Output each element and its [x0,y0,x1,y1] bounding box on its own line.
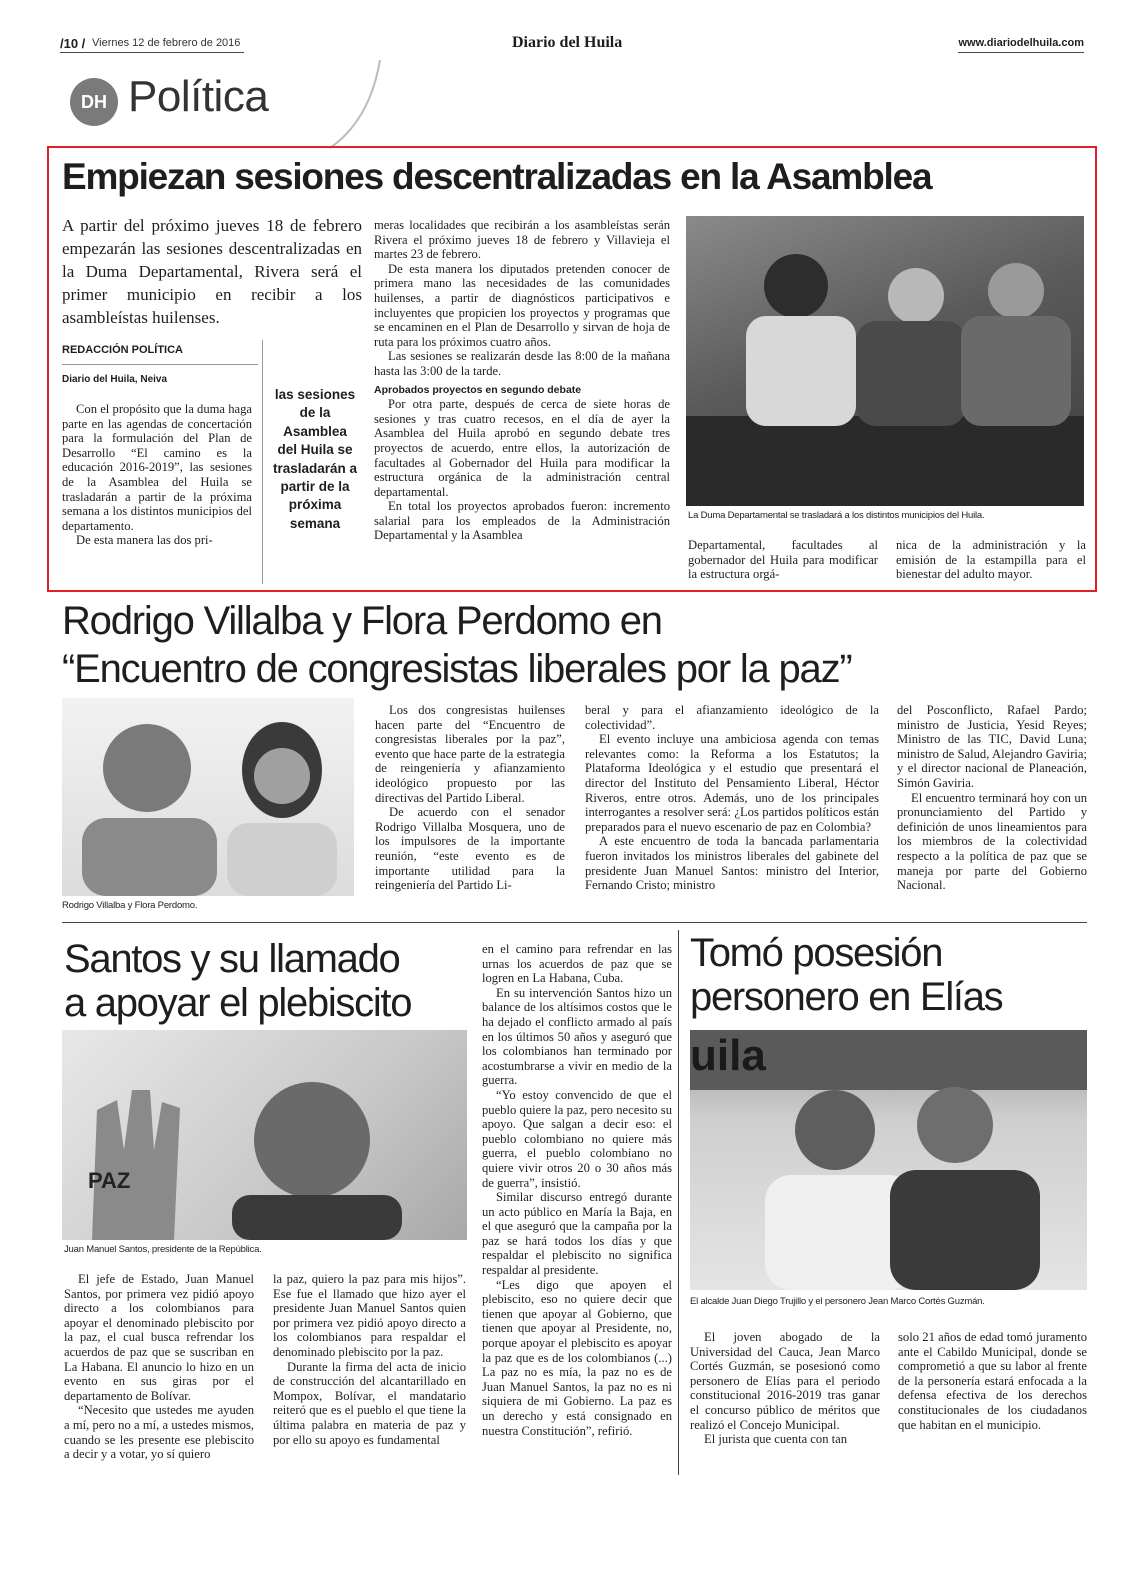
article1-subhead: Aprobados proyectos en segundo debate [374,383,582,396]
paragraph: Las sesiones se realizarán desde las 8:00 de la mañana hasta las 3:00 de la tarde. [374,349,670,378]
paragraph: Con el propósito que la duma haga parte en las agendas de concertación para la formulación del Plan de Desarrollo “El camino es la educación 2016-2019”, las sesiones de la Asamblea del Huila se trasladarán a partir de la próxima semana a los distintos municipios del departamento. [62,402,252,533]
article1-column-1 [62,402,252,584]
people-silhouette-icon [686,216,1084,506]
santos-portrait-icon [62,1030,467,1240]
website: www.diariodelhuila.com [958,37,1084,49]
article3-column-2 [273,1272,466,1472]
uila-sign-label: uila [690,1031,766,1080]
article4-column-1 [690,1330,880,1470]
paragraph: la paz, quiero la paz para mis hijos”. Ese fue el llamado que hizo ayer el presidente Juan Manuel Santos quien por primera vez pidió apoyo directo a los colombianos para respaldar el denominado plebiscito por la paz. [273,1272,466,1359]
article2-photo-caption: Rodrigo Villalba y Flora Perdomo. [62,900,198,911]
article1-byline-rule [62,364,258,365]
section-swoosh [320,60,390,150]
article1-column-5 [896,538,1086,584]
paragraph: En total los proyectos aprobados fueron: incremento salarial para los empleados de la Administración Departamental y la Asamblea [374,499,670,543]
article1-column-3 [374,218,670,584]
paragraph: El encuentro terminará hoy con un pronunciamiento del Partido y definición de unos lineamientos para los miembros de la colectividad respecto a la política de paz que se maneja por parte del Gobierno Nacional. [897,790,1087,893]
article1-photo-caption: La Duma Departamental se trasladará a los distintos municipios del Huila. [688,510,985,521]
paragraph: El jefe de Estado, Juan Manuel Santos, por primera vez pidió apoyo directo a los colombianos para apoyar el denominado plebiscito por la paz, el cual busca refrendar los acuerdos de paz que se suscriban en La Habana. El anuncio lo hizo en un evento en sus giras por el departamento de Bolívar. [64,1272,254,1403]
paragraph: Por otra parte, después de cerca de siete horas de sesiones y tras cuatro recesos, en el día de ayer la Asamblea del Huila aprobó en segundo debate tres proyectos de acuerdo, entre ellos, la autorización de facultades al Gobernador del Huila para modificar la estructura orgánica de la administración central departamental. [374,397,670,499]
pullquote-rule [262,340,263,584]
article-divider [62,922,1087,923]
article2-headline-line2: “Encuentro de congresistas liberales por la paz” [62,647,852,691]
article3-column-3 [482,942,672,1472]
article3-photo-caption: Juan Manuel Santos, presidente de la República. [64,1244,262,1255]
article1-location: Diario del Huila, Neiva [62,374,168,385]
paragraph: beral y para el afianzamiento ideológico de la colectividad”. [585,703,879,732]
personero-photo [690,1030,1087,1290]
paragraph: De esta manera las dos pri- [76,533,213,548]
paragraph: Similar discurso entregó durante un acto público en María la Baja, en el que aseguró que la campaña por la paz se hará todos los días y que respaldar el plebiscito no significa respaldar al presidente. [482,1190,672,1278]
portrait-pair-icon [62,698,354,896]
article2-column-1 [375,703,565,913]
paragraph: meras localidades que recibirán a los asambleístas serán Rivera el próximo jueves 18 de febrero y Villavieja el martes 23 de febrero. [374,218,670,262]
masthead-rule [60,52,244,53]
paragraph: en el camino para refrendar en las urnas los acuerdos de paz que se logren en La Habana, Cuba. [482,942,672,986]
masthead-rule-right [958,52,1084,53]
paragraph: En su intervención Santos hizo un balance de los altísimos costos que le ha dejado el conflicto armado al país en los últimos 50 años y aseguró que los colombianos han terminado por acostumbrarse a vivir en medio de la guerra. [482,985,672,1088]
paragraph: El joven abogado de la Universidad del Cauca, Jean Marco Cortés Guzmán, se posesionó como personero de Elías para el periodo constitucional 2016-2019 tras ganar el concurso público de méritos que realizó el Concejo Municipal. [690,1330,880,1432]
paragraph: “Les digo que apoyen el plebiscito, eso no quiere decir que tienen que apoyar al Gobierno, que tienen que apoyar al Presidente, no, porque apoyar el plebiscito es apoyar la paz que es de los colombianos (...) La paz no es mía, la paz no es de Juan Manuel Santos, la paz no es ni siquiera de mi Gobierno. La paz es un derecho y está consignado en nuestra Constitución”, refirió. [482,1277,672,1438]
masthead [60,34,1084,54]
article2-column-2 [585,703,879,913]
paragraph: Durante la firma del acta de inicio de construcción del alcantarillado en Mompox, Bolívar, el mandatario reiteró que es el pueblo el que tiene la última palabra en materia de paz y por ello su apoyo es fundamental [273,1359,466,1447]
article3-column-1 [64,1272,254,1472]
article1-column-4 [688,538,878,584]
paragraph: solo 21 años de edad tomó juramento ante el Cabildo Municipal, donde se comprometió a que su labor al frente de la personería estará enfocada a la defensa efectiva de los derechos constitucionales de los ciudadanos que habitan en el municipio. [898,1330,1087,1432]
paragraph: De esta manera los diputados pretenden conocer de primera mano las necesidades de las comunidades huilenses, a partir de diagnósticos participativos e incluyentes que propicien los proyectos y programas que se encaminen en el Plan de Desarrollo y sirvan de hoja de ruta para los próximos cuatro años. [374,261,670,349]
paper-name: Diario del Huila [512,34,623,51]
paragraph: “Yo estoy convencido de que el pueblo quiere la paz, pero necesito su apoyo. Que salgan a decir eso: el pueblo colombiano no quiere más guerra, el pueblo colombiano no quiere vivir otros 20 o 30 años más de guerra”, insistió. [482,1087,672,1190]
section-title: Política [128,72,269,121]
article3-headline-line2: a apoyar el plebiscito [64,981,412,1025]
column-divider [678,930,679,1475]
page-number: /10 / [60,36,86,51]
paragraph: El evento incluye una ambiciosa agenda con temas relevantes como: la Reforma a los Estatutos; la Plataforma Ideológica y el estudio que presentará el director del Instituto del Pensamiento Liberal, Héctor Riveros, entre otros. Además, uno de los principales interrogantes a resolver será: ¿Los partidos políticos están preparados para el nuevo escenario de paz en Colombia? [585,732,879,834]
paragraph: Departamental, facultades al gobernador del Huila para modificar la estructura orgá- [688,538,878,582]
article1-lead: A partir del próximo jueves 18 de febrero empezarán las sesiones descentralizadas en la Duma Departamental, Rivera será el primer municipio en recibir a los asambleístas huilenses. [62,216,362,327]
paragraph: A este encuentro de toda la bancada parlamentaria fueron invitados los ministros liberales del gabinete del presidente Juan Manuel Santos: ministro del Interior, Fernando Cristo; ministro [585,834,879,893]
paragraph: Los dos congresistas huilenses hacen parte del “Encuentro de congresistas liberales por la paz”, evento que hace parte de la estrategia de reingeniería y afianzamiento ideológico propuesto por las directivas del Partido Liberal. [375,703,565,805]
article4-headline-line2: personero en Elías [690,975,1003,1019]
paz-label: PAZ [88,1168,131,1193]
paragraph: nica de la administración y la emisión de la estampilla para el bienestar del adulto mayor. [896,538,1086,582]
assembly-photo [686,216,1084,506]
article4-photo-caption: El alcalde Juan Diego Trujillo y el personero Jean Marco Cortés Guzmán. [690,1296,985,1307]
article1-byline: REDACCIÓN POLÍTICA [62,344,183,356]
congress-photo [62,698,354,896]
article1-headline: Empiezan sesiones descentralizadas en la Asamblea [62,156,932,197]
paragraph: “Necesito que ustedes me ayuden a mí, pero no a mí, a ustedes mismos, cuando se les presente ese plebiscito a decir y a votar, yo sí quiero [64,1403,254,1462]
article4-column-2 [898,1330,1087,1470]
paragraph: del Posconflicto, Rafael Pardo; ministro de Justicia, Yesid Reyes; Ministro de las TIC, David Luna; ministro de Salud, Alejandro Gaviria; y el director nacional de Planeación, Simón Gaviria. [897,703,1087,790]
article2-headline-line1: Rodrigo Villalba y Flora Perdomo en [62,599,662,643]
paragraph: De acuerdo con el senador Rodrigo Villalba Mosquera, uno de los impulsores de la importante reunión, “este evento es de importante utilidad para la reingeniería del Partido Li- [375,805,565,893]
section-logo [70,78,118,126]
paragraph: El jurista que cuenta con tan [704,1432,848,1447]
article1-pullquote: las sesiones de la Asamblea del Huila se trasladarán a partir de la próxima semana [272,387,358,531]
issue-date: Viernes 12 de febrero de 2016 [92,37,241,49]
section-logo-text: DH [81,91,107,112]
article4-headline-line1: Tomó posesión [690,931,943,975]
santos-photo [62,1030,467,1240]
article2-column-3 [897,703,1087,913]
article3-headline-line1: Santos y su llamado [64,937,400,981]
